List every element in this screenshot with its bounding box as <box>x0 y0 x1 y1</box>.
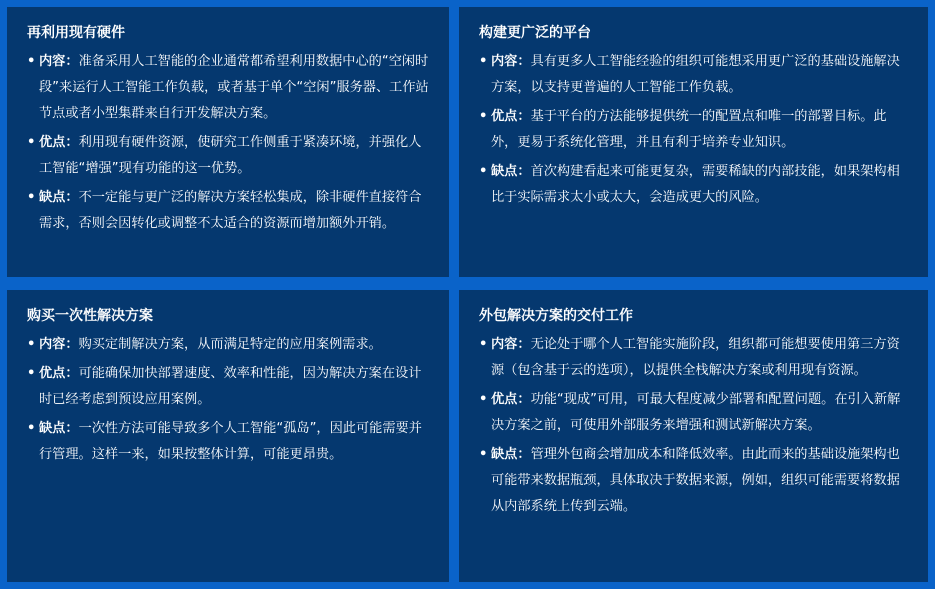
item-text: 一次性方法可能导致多个人工智能“孤岛”，因此可能需要并行管理。这样一来，如果按整体计算，可能更昂贵。 <box>39 421 422 462</box>
list-item <box>27 361 431 413</box>
item-label: 缺点： <box>491 164 531 179</box>
list-item <box>479 332 910 384</box>
item-text: 无论处于哪个人工智能实施阶段，组织都可能想要使用第三方资源（包含基于云的选项），以提供全栈解决方案或利用现有资源。 <box>491 337 900 378</box>
item-label: 缺点： <box>491 447 531 462</box>
list-item <box>479 387 910 439</box>
list-item <box>27 416 431 468</box>
bullet-icon: • <box>479 392 488 407</box>
panel-one-off-solution <box>7 290 449 582</box>
item-text: 具有更多人工智能经验的组织可能想采用更广泛的基础设施解决方案，以支持更普遍的人工智能工作负载。 <box>491 54 900 95</box>
bullet-icon: • <box>27 54 36 69</box>
item-text: 购买定制解决方案，从而满足特定的应用案例需求。 <box>78 337 382 352</box>
item-label: 内容： <box>491 54 531 69</box>
item-text: 不一定能与更广泛的解决方案轻松集成，除非硬件直接符合需求，否则会因转化或调整不太适合的资源而增加额外开销。 <box>39 190 422 231</box>
list-item <box>27 49 431 127</box>
bullet-icon: • <box>479 164 488 179</box>
item-label: 缺点： <box>39 190 79 205</box>
bullet-icon: • <box>479 447 488 462</box>
list-item <box>479 104 910 156</box>
item-label: 缺点： <box>39 421 79 436</box>
item-label: 优点： <box>491 392 531 407</box>
panel-broader-platform <box>459 7 928 277</box>
item-text: 利用现有硬件资源，使研究工作侧重于紧凑环境，并强化人工智能“增强”现有功能的这一优势。 <box>39 135 422 176</box>
panel-title: 再利用现有硬件 <box>27 25 125 41</box>
item-label: 内容： <box>491 337 531 352</box>
list-item <box>27 332 431 358</box>
item-label: 优点： <box>39 135 79 150</box>
panel-title: 构建更广泛的平台 <box>479 25 591 41</box>
bullet-icon: • <box>27 421 36 436</box>
item-list <box>27 332 431 468</box>
bullet-icon: • <box>27 135 36 150</box>
panel-title: 购买一次性解决方案 <box>27 308 153 324</box>
panel-title: 外包解决方案的交付工作 <box>479 308 633 324</box>
list-item <box>479 159 910 211</box>
item-label: 优点： <box>39 366 79 381</box>
item-label: 内容： <box>39 54 79 69</box>
bullet-icon: • <box>479 337 488 352</box>
panel-reuse-hardware <box>7 7 449 277</box>
item-text: 可能确保加快部署速度、效率和性能，因为解决方案在设计时已经考虑到预设应用案例。 <box>39 366 422 407</box>
panel-outsourced-delivery <box>459 290 928 582</box>
bullet-icon: • <box>27 337 36 352</box>
list-item <box>479 49 910 101</box>
item-list <box>479 49 910 211</box>
item-text: 基于平台的方法能够提供统一的配置点和唯一的部署目标。此外，更易于系统化管理，并且有利于培养专业知识。 <box>491 109 887 150</box>
list-item <box>27 130 431 182</box>
item-text: 管理外包商会增加成本和降低效率。由此而来的基础设施架构也可能带来数据瓶颈，具体取决于数据来源，例如，组织可能需要将数据从内部系统上传到云端。 <box>491 447 900 514</box>
item-text: 功能“现成”可用，可最大程度减少部署和配置问题。在引入新解决方案之前，可使用外部服务来增强和测试新解决方案。 <box>491 392 901 433</box>
item-label: 优点： <box>491 109 531 124</box>
bullet-icon: • <box>27 366 36 381</box>
list-item <box>27 185 431 237</box>
list-item <box>479 442 910 520</box>
item-list <box>479 332 910 520</box>
item-list <box>27 49 431 237</box>
bullet-icon: • <box>479 109 488 124</box>
bullet-icon: • <box>479 54 488 69</box>
item-text: 准备采用人工智能的企业通常都希望利用数据中心的“空闲时段”来运行人工智能工作负载，或者基于单个“空闲”服务器、工作站节点或者小型集群来自行开发解决方案。 <box>39 54 429 121</box>
item-text: 首次构建看起来可能更复杂，需要稀缺的内部技能，如果架构相比于实际需求太小或太大，会造成更大的风险。 <box>491 164 900 205</box>
bullet-icon: • <box>27 190 36 205</box>
item-label: 内容： <box>39 337 79 352</box>
